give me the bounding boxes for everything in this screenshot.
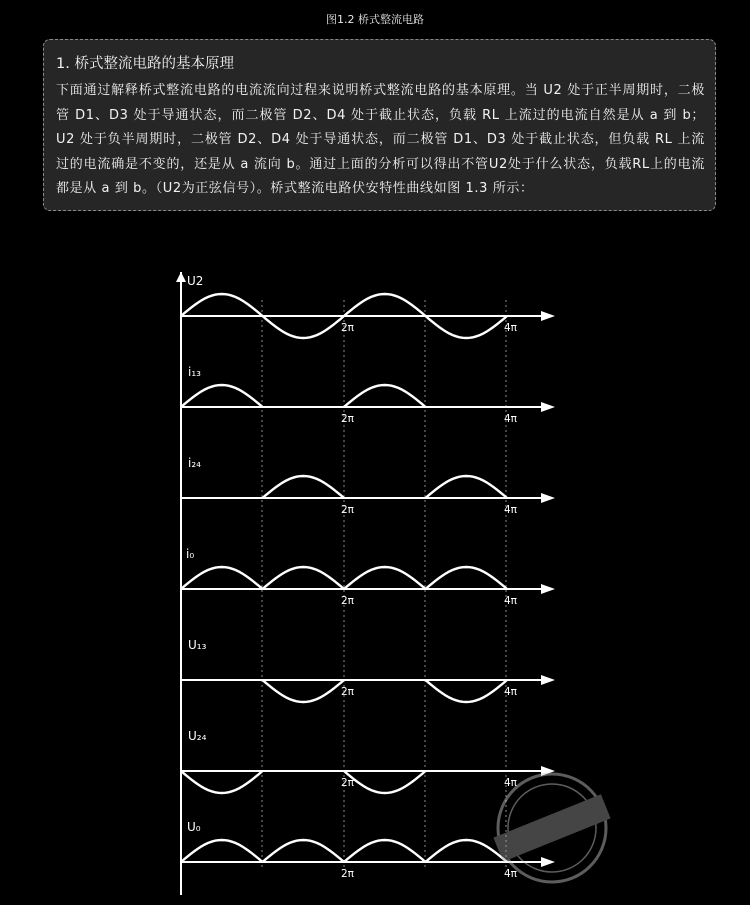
waveform-7-half-3 [344,840,426,862]
waveform-7-half-2 [263,840,345,862]
section-body: 下面通过解释桥式整流电路的电流流向过程来说明桥式整流电路的基本原理。当 U2 处于正半周期时，二极管 D1、D3 处于导通状态，而二极管 D2、D4 处于截止状态，负载 RL 上流过的电流自然是从 a 到 b；U2 处于负半周期时，二极管 D2、D4 处于导通状态，而二极管 D1、D3 处于截止状态，但负载 RL 上流过的电流确是不变的，还是从 a 流向 b。通过上面的分析可以得出不管U2处于什么状态，负载RL上的电流都是从 a 到 b。（U2为正弦信号）。桥式整流电路伏安特性曲线如图 1.3 所示： [56,83,705,196]
waveform-4-half-3 [344,567,426,589]
tick-label-4pi-1: 4π [504,322,518,334]
waveform-1-half-1 [181,294,263,316]
x-axis-arrow-4 [541,584,555,594]
waveform-4-half-4 [426,567,508,589]
waveform-4-half-1 [181,567,263,589]
x-axis-arrow-1 [541,311,555,321]
tick-label-2pi-6: 2π [341,777,355,789]
figure-caption: 图1.2 桥式整流电路 [326,13,424,26]
tick-label-2pi-5: 2π [341,686,355,698]
plot-label-4: i₀ [186,547,195,561]
tick-label-4pi-3: 4π [504,504,518,516]
tick-label-4pi-2: 4π [504,413,518,425]
waveform-7-half-4 [426,840,508,862]
x-axis-arrow-7 [541,857,555,867]
x-axis-arrow-5 [541,675,555,685]
plot-label-5: U₁₃ [188,638,207,652]
waveform-4-half-2 [263,567,345,589]
tick-label-4pi-7: 4π [504,868,518,880]
tick-label-2pi-2: 2π [341,413,355,425]
section-heading: 1. 桥式整流电路的基本原理 [56,56,234,72]
x-axis-arrow-3 [541,493,555,503]
plot-label-2: i₁₃ [188,365,201,379]
tick-label-2pi-4: 2π [341,595,355,607]
waveform-2-half-3 [344,385,426,407]
tick-label-4pi-4: 4π [504,595,518,607]
tick-label-2pi-7: 2π [341,868,355,880]
waveform-7-half-1 [181,840,263,862]
watermark-seal [478,756,626,900]
waveform-5-half-4 [426,680,508,702]
waveform-3-half-2 [263,476,345,498]
waveform-6-half-3 [344,771,426,793]
tick-label-4pi-6: 4π [504,777,518,789]
tick-label-2pi-1: 2π [341,322,355,334]
plot-label-3: i₂₄ [188,456,201,470]
waveform-3-half-4 [426,476,508,498]
plot-label-1: U2 [187,274,204,288]
waveform-1-half-4 [426,316,508,338]
waveform-5-half-2 [263,680,345,702]
plot-label-7: U₀ [187,820,201,834]
x-axis-arrow-2 [541,402,555,412]
y-axis-arrow [176,272,186,282]
waveform-1-half-2 [263,316,345,338]
waveform-1-half-3 [344,294,426,316]
tick-label-2pi-3: 2π [341,504,355,516]
tick-label-4pi-5: 4π [504,686,518,698]
waveform-2-half-1 [181,385,263,407]
waveform-6-half-1 [181,771,263,793]
plot-label-6: U₂₄ [188,729,207,743]
